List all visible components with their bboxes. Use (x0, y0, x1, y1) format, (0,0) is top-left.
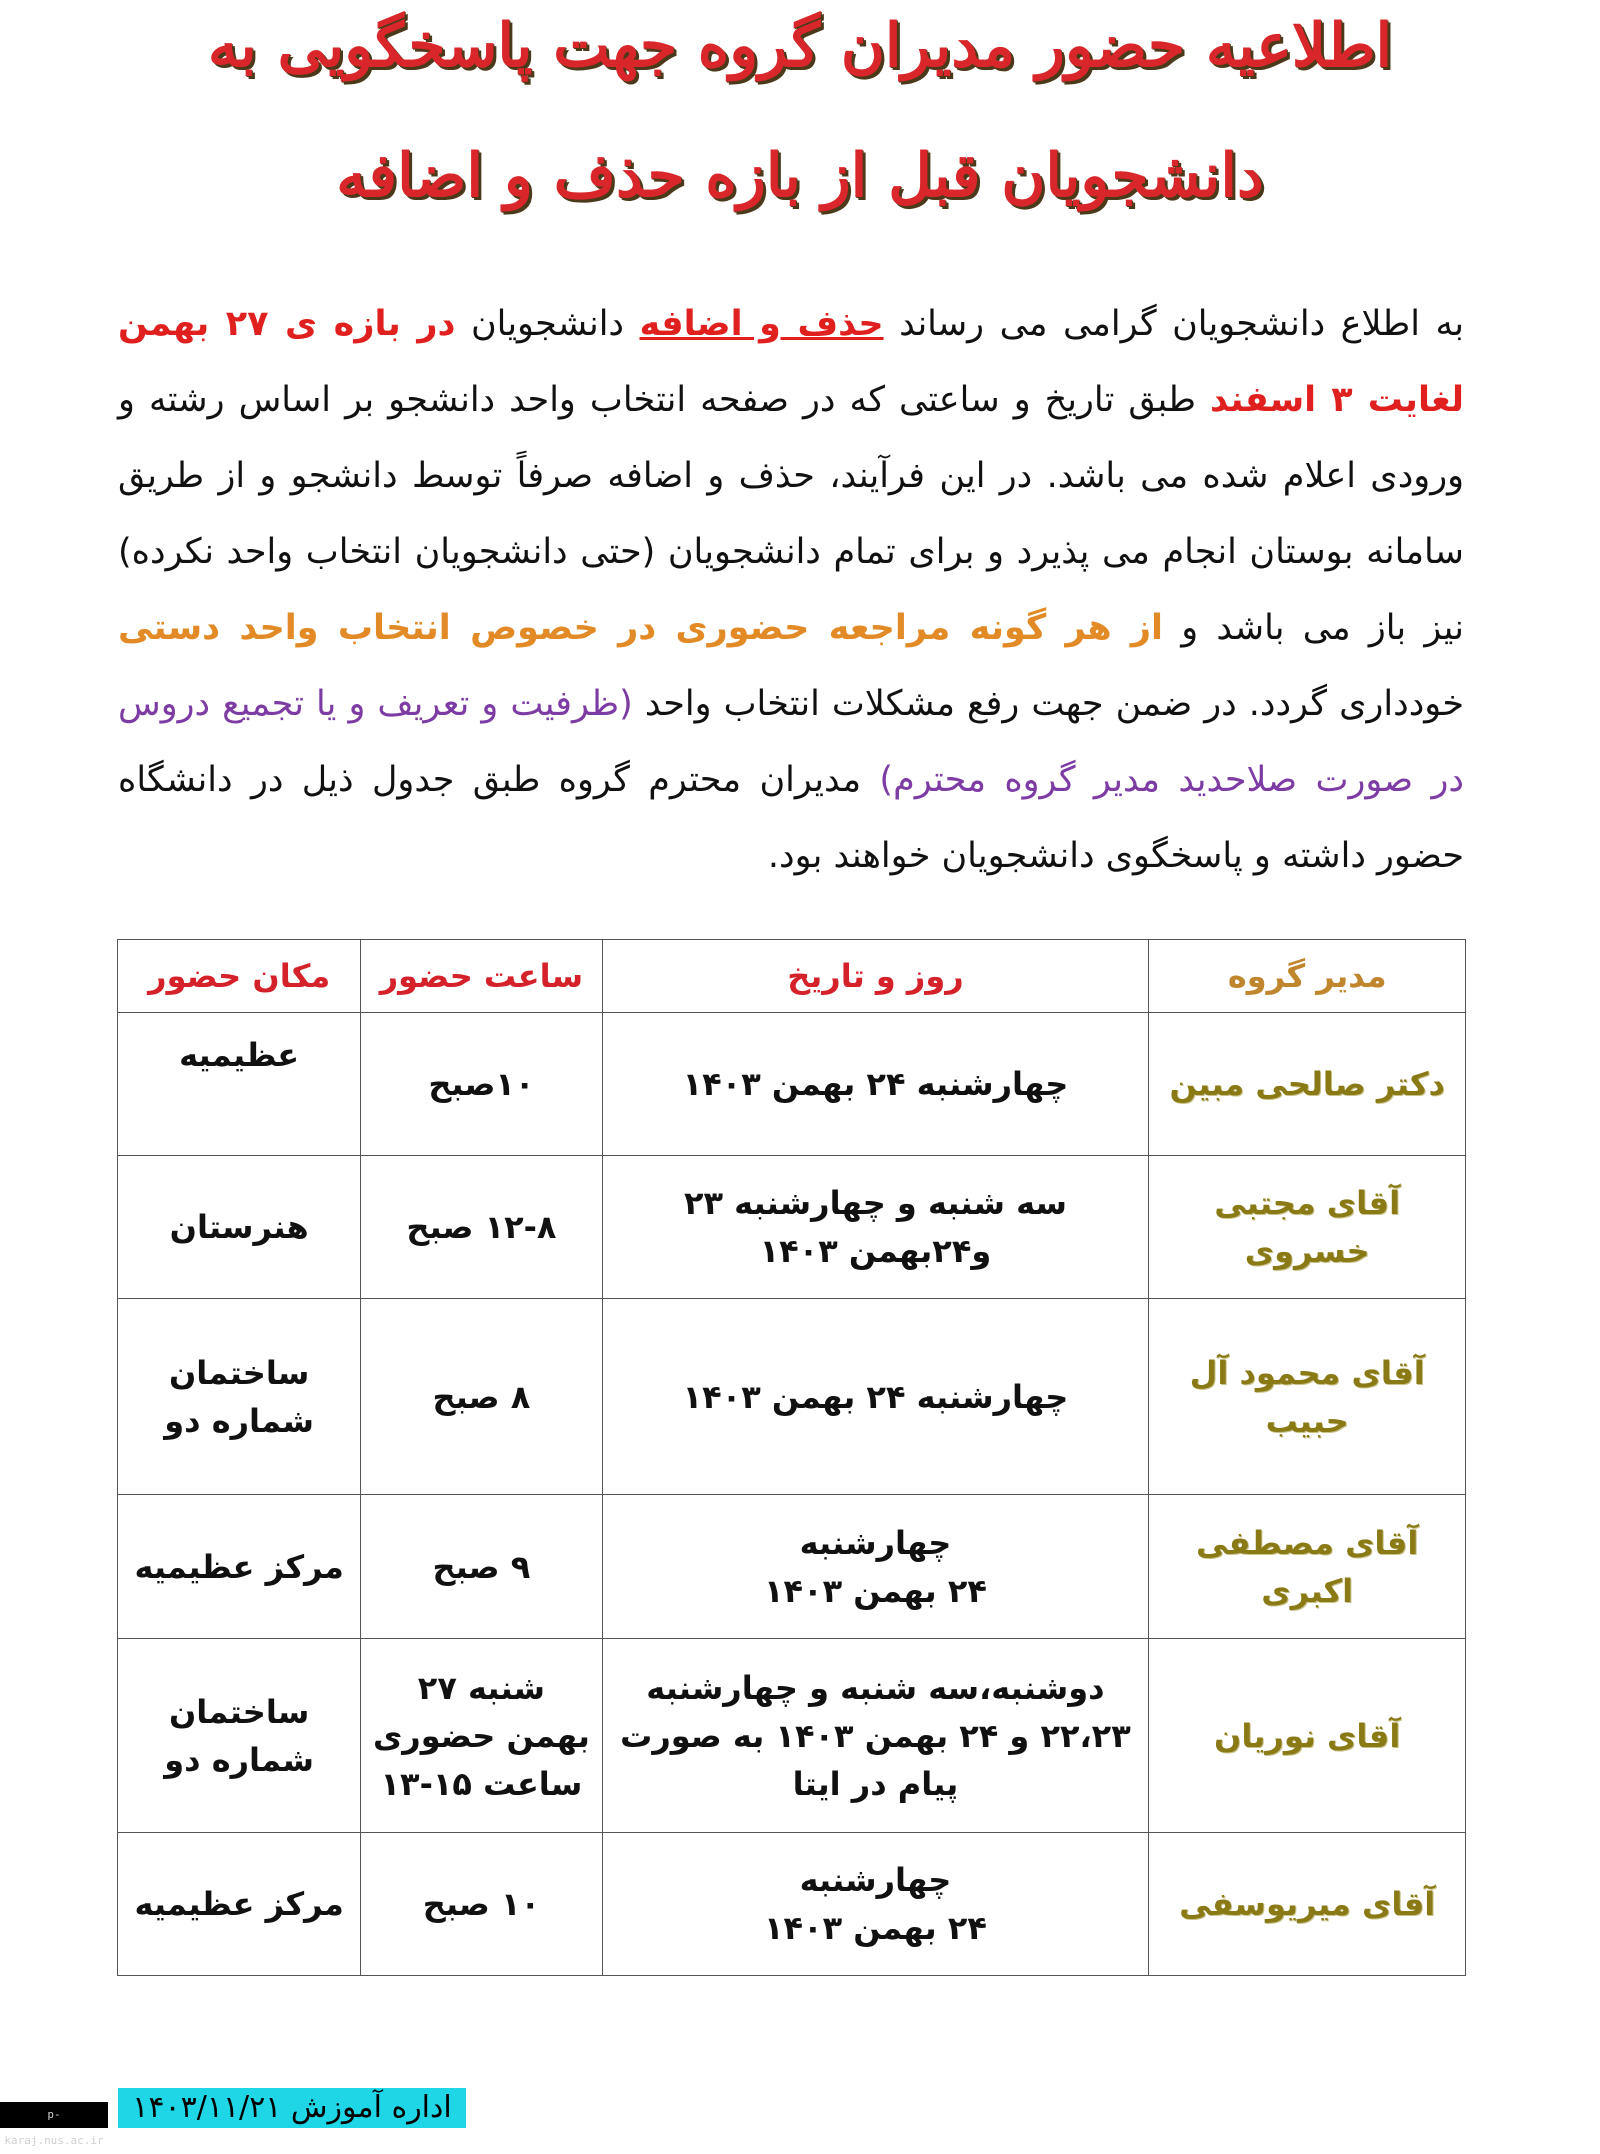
attendance-date: چهارشنبه ۲۴ بهمن ۱۴۰۳ (602, 1495, 1149, 1639)
attendance-time: ۸ صبح (361, 1299, 602, 1495)
attendance-date: چهارشنبه ۲۴ بهمن ۱۴۰۳ (602, 1833, 1149, 1976)
date-range-highlight: در بازه ی ۲۷ بهمن لغایت ۳ اسفند (118, 304, 1464, 420)
announcement-text: مدیران محترم گروه طبق جدول ذیل در دانشگاه حضور داشته و پاسخگوی دانشجویان خواهند بود. (118, 760, 1464, 876)
header-time: ساعت حضور (361, 940, 602, 1013)
attendance-date: سه شنبه و چهارشنبه ۲۳ و۲۴بهمن ۱۴۰۳ (602, 1156, 1149, 1299)
notice-title-line-1: اطلاعیه حضور مدیران گروه جهت پاسخگویی به (207, 11, 1393, 81)
attendance-place: عظیمیه (118, 1013, 361, 1156)
add-drop-highlight: حذف و اضافه (639, 304, 884, 344)
notice-title-line-2: دانشجویان قبل از بازه حذف و اضافه (336, 141, 1264, 211)
table-row (118, 1156, 1466, 1299)
attendance-date: دوشنبه،سه شنبه و چهارشنبه ۲۲،۲۳ و ۲۴ بهمن ۱۴۰۳ به صورت پیام در ایتا (602, 1639, 1149, 1833)
attendance-place: ساختمان شماره دو (118, 1299, 361, 1495)
issues-examples-highlight: (ظرفیت و تعریف و یا تجمیع دروس در صورت صلاحدید مدیر گروه محترم) (118, 684, 1464, 800)
no-in-person-warning: از هر گونه مراجعه حضوری در خصوص انتخاب واحد دستی (118, 608, 1164, 648)
attendance-place: مرکز عظیمیه (118, 1833, 361, 1976)
manager-name: آقای محمود آل حبیب (1149, 1299, 1466, 1495)
manager-name: دکتر صالحی مبین (1149, 1013, 1466, 1156)
attendance-time: ۱۰ صبح (361, 1833, 602, 1976)
attendance-time: شنبه ۲۷ بهمن حضوری ساعت ۱۵-۱۳ (361, 1639, 602, 1833)
table-row (118, 1299, 1466, 1495)
attendance-date: چهارشنبه ۲۴ بهمن ۱۴۰۳ (602, 1299, 1149, 1495)
table-row (118, 1639, 1466, 1833)
site-url-badge: p-karaj.nus.ac.ir (0, 2102, 108, 2128)
attendance-time: ۱۲-۸ صبح (361, 1156, 602, 1299)
table-row (118, 1013, 1466, 1156)
header-date: روز و تاریخ (602, 940, 1149, 1013)
announcement-paragraph (118, 286, 1464, 894)
announcement-text: به اطلاع دانشجویان گرامی می رساند (883, 304, 1464, 344)
manager-name: آقای مجتبی خسروی (1149, 1156, 1466, 1299)
attendance-date: چهارشنبه ۲۴ بهمن ۱۴۰۳ (602, 1013, 1149, 1156)
announcement-text: طبق تاریخ و ساعتی که در صفحه انتخاب واحد دانشجو بر اساس رشته و ورودی اعلام شده می باشد. در این فرآیند، حذف و اضافه صرفاً توسط دانشجو و از طریق سامانه بوستان انجام می پذیرد و برای تمام دانشجویان (حتی دانشجویان انتخاب واحد نکرده) نیز باز می باشد و (118, 380, 1464, 648)
attendance-time: ۹ صبح (361, 1495, 602, 1639)
managers-schedule-table (117, 939, 1466, 1976)
announcement-text: دانشجویان (455, 304, 640, 344)
header-place: مکان حضور (118, 940, 361, 1013)
manager-name: آقای مصطفی اکبری (1149, 1495, 1466, 1639)
table-header-row (118, 940, 1466, 1013)
education-office-date: اداره آموزش ۱۴۰۳/۱۱/۲۱ (118, 2088, 466, 2128)
announcement-text: خودداری گردد. در ضمن جهت رفع مشکلات انتخاب واحد (632, 684, 1464, 724)
attendance-place: ساختمان شماره دو (118, 1639, 361, 1833)
attendance-time: ۱۰صبح (361, 1013, 602, 1156)
manager-name: آقای میریوسفی (1149, 1833, 1466, 1976)
header-manager: مدیر گروه (1149, 940, 1466, 1013)
attendance-place: مرکز عظیمیه (118, 1495, 361, 1639)
attendance-place: هنرستان (118, 1156, 361, 1299)
table-row (118, 1833, 1466, 1976)
table-row (118, 1495, 1466, 1639)
manager-name: آقای نوریان (1149, 1639, 1466, 1833)
